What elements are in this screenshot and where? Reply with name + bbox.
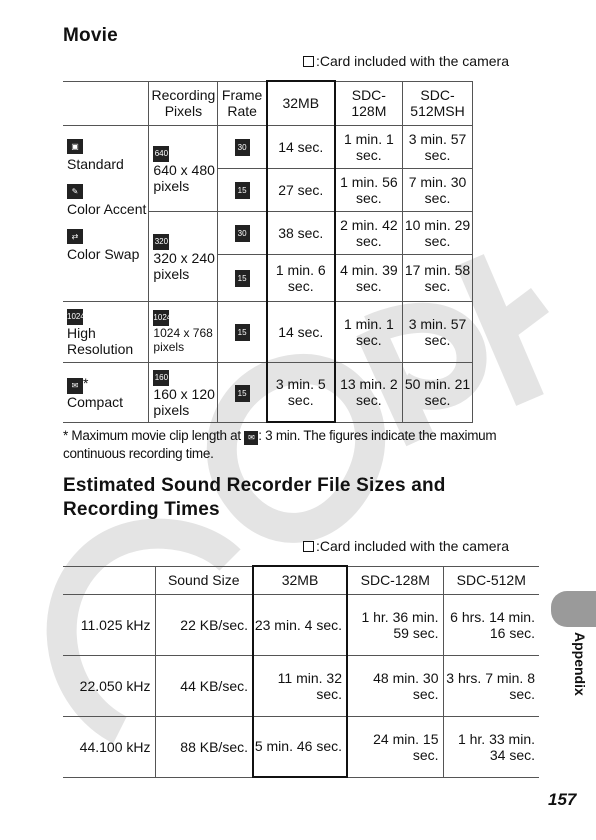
envelope-icon: ✉ xyxy=(67,378,83,394)
frame-15-cell xyxy=(218,168,267,211)
s-cell-r2-512m: 1 hr. 33 min. 34 sec. xyxy=(443,716,539,777)
col-32mb-header: 32MB xyxy=(267,81,335,125)
s-cell-r1-512m: 3 hrs. 7 min. 8 sec. xyxy=(443,655,539,716)
fps-15-icon: 15 xyxy=(235,385,250,402)
high-res-mode-icon: 1024 xyxy=(67,309,83,325)
frame-30-cell xyxy=(218,211,267,254)
s-col-512m-header: SDC-512M xyxy=(443,566,539,594)
mode-standard: Standard xyxy=(67,155,124,172)
movie-standard-icon: ▣ xyxy=(67,139,83,154)
sound-size-header: Sound Size xyxy=(155,566,253,594)
movie-heading: Movie xyxy=(63,25,118,46)
s-col-32mb-header: 32MB xyxy=(253,566,347,594)
s-cell-r2-32mb: 5 min. 46 sec. xyxy=(253,716,347,777)
sound-heading: Estimated Sound Recorder File Sizes and Recording Times xyxy=(63,475,446,520)
mode-color-accent: Color Accent xyxy=(67,200,147,217)
cell-r1-32mb: 27 sec. xyxy=(267,168,335,211)
cell-r2-128m: 2 min. 42 sec. xyxy=(335,211,403,254)
s-cell-r1-128m: 48 min. 30 sec. xyxy=(347,655,443,716)
fps-30-icon: 30 xyxy=(235,139,250,156)
cell-r5-512m: 50 min. 21 sec. xyxy=(403,362,473,422)
card-box-icon xyxy=(303,541,314,552)
res-640-icon: 640 xyxy=(153,146,169,162)
pixels-1024: 1024 1024 x 768 pixels xyxy=(149,301,218,362)
frequency-header xyxy=(63,566,155,594)
pixels-160: 160 160 x 120 pixels xyxy=(149,362,218,422)
pixels-640: 640 640 x 480 pixels xyxy=(149,125,218,211)
pixels-320: 320 320 x 240 pixels xyxy=(149,211,218,301)
card-box-icon xyxy=(303,56,314,67)
frame-rate-header: Frame Rate xyxy=(218,81,267,125)
cell-r3-128m: 4 min. 39 sec. xyxy=(335,254,403,301)
col-sdc512msh-header: SDC-512MSH xyxy=(403,81,473,125)
appendix-tab-marker xyxy=(551,591,596,627)
freq-22050: 22.050 kHz xyxy=(63,655,155,716)
cell-r4-512m: 3 min. 57 sec. xyxy=(403,301,473,362)
s-cell-r0-32mb: 23 min. 4 sec. xyxy=(253,594,347,655)
mode-compact: ✉ * Compact xyxy=(63,362,149,422)
cell-r2-512m: 10 min. 29 sec. xyxy=(403,211,473,254)
cell-r1-128m: 1 min. 56 sec. xyxy=(335,168,403,211)
cell-r3-512m: 17 min. 58 sec. xyxy=(403,254,473,301)
mode-header xyxy=(63,81,149,125)
s-cell-r0-128m: 1 hr. 36 min. 59 sec. xyxy=(347,594,443,655)
freq-11025: 11.025 kHz xyxy=(63,594,155,655)
card-note-sound xyxy=(303,538,509,554)
cell-r0-128m: 1 min. 1 sec. xyxy=(335,125,403,168)
size-88: 88 KB/sec. xyxy=(155,716,253,777)
res-320-icon: 320 xyxy=(153,234,169,250)
freq-44100: 44.100 kHz xyxy=(63,716,155,777)
size-22: 22 KB/sec. xyxy=(155,594,253,655)
movie-footnote: * Maximum movie clip length at ✉ : 3 min. The figures indicate the maximum continuous recording time. xyxy=(63,428,497,461)
col-sdc128m-header: SDC-128M xyxy=(335,81,403,125)
page-number: 157 xyxy=(548,790,577,809)
card-note-text: :Card included with the camera xyxy=(316,538,509,554)
color-swap-icon: ⇄ xyxy=(67,229,83,244)
color-accent-icon: ✎ xyxy=(67,184,83,199)
fps-15-icon: 15 xyxy=(235,182,250,199)
card-note-text: :Card included with the camera xyxy=(316,53,509,69)
mode-color-swap: Color Swap xyxy=(67,245,140,262)
s-cell-r1-32mb: 11 min. 32 sec. xyxy=(253,655,347,716)
cell-r5-128m: 13 min. 2 sec. xyxy=(335,362,403,422)
cell-r3-32mb: 1 min. 6 sec. xyxy=(267,254,335,301)
s-col-128m-header: SDC-128M xyxy=(347,566,443,594)
appendix-side-label: Appendix xyxy=(572,632,588,696)
size-44: 44 KB/sec. xyxy=(155,655,253,716)
cell-r1-512m: 7 min. 30 sec. xyxy=(403,168,473,211)
mode-group-standard xyxy=(63,125,149,301)
card-note xyxy=(303,53,509,69)
cell-r4-128m: 1 min. 1 sec. xyxy=(335,301,403,362)
frame-30-cell xyxy=(218,125,267,168)
cell-r0-512m: 3 min. 57 sec. xyxy=(403,125,473,168)
recording-pixels-header: Recording Pixels xyxy=(149,81,218,125)
frame-15-cell xyxy=(218,362,267,422)
mode-high-resolution: 1024 High Resolution xyxy=(63,301,149,362)
fps-15-icon: 15 xyxy=(235,324,250,341)
res-160-icon: 160 xyxy=(153,370,169,386)
cell-r0-32mb: 14 sec. xyxy=(267,125,335,168)
cell-r4-32mb: 14 sec. xyxy=(267,301,335,362)
movie-table xyxy=(63,80,473,423)
s-cell-r0-512m: 6 hrs. 14 min. 16 sec. xyxy=(443,594,539,655)
sound-table xyxy=(63,565,539,778)
res-1024-icon: 1024 xyxy=(153,310,169,326)
frame-15-cell xyxy=(218,254,267,301)
envelope-icon: ✉ xyxy=(244,431,258,445)
s-cell-r2-128m: 24 min. 15 sec. xyxy=(347,716,443,777)
fps-30-icon: 30 xyxy=(235,225,250,242)
cell-r2-32mb: 38 sec. xyxy=(267,211,335,254)
fps-15-icon: 15 xyxy=(235,270,250,287)
cell-r5-32mb: 3 min. 5 sec. xyxy=(267,362,335,422)
frame-15-cell xyxy=(218,301,267,362)
